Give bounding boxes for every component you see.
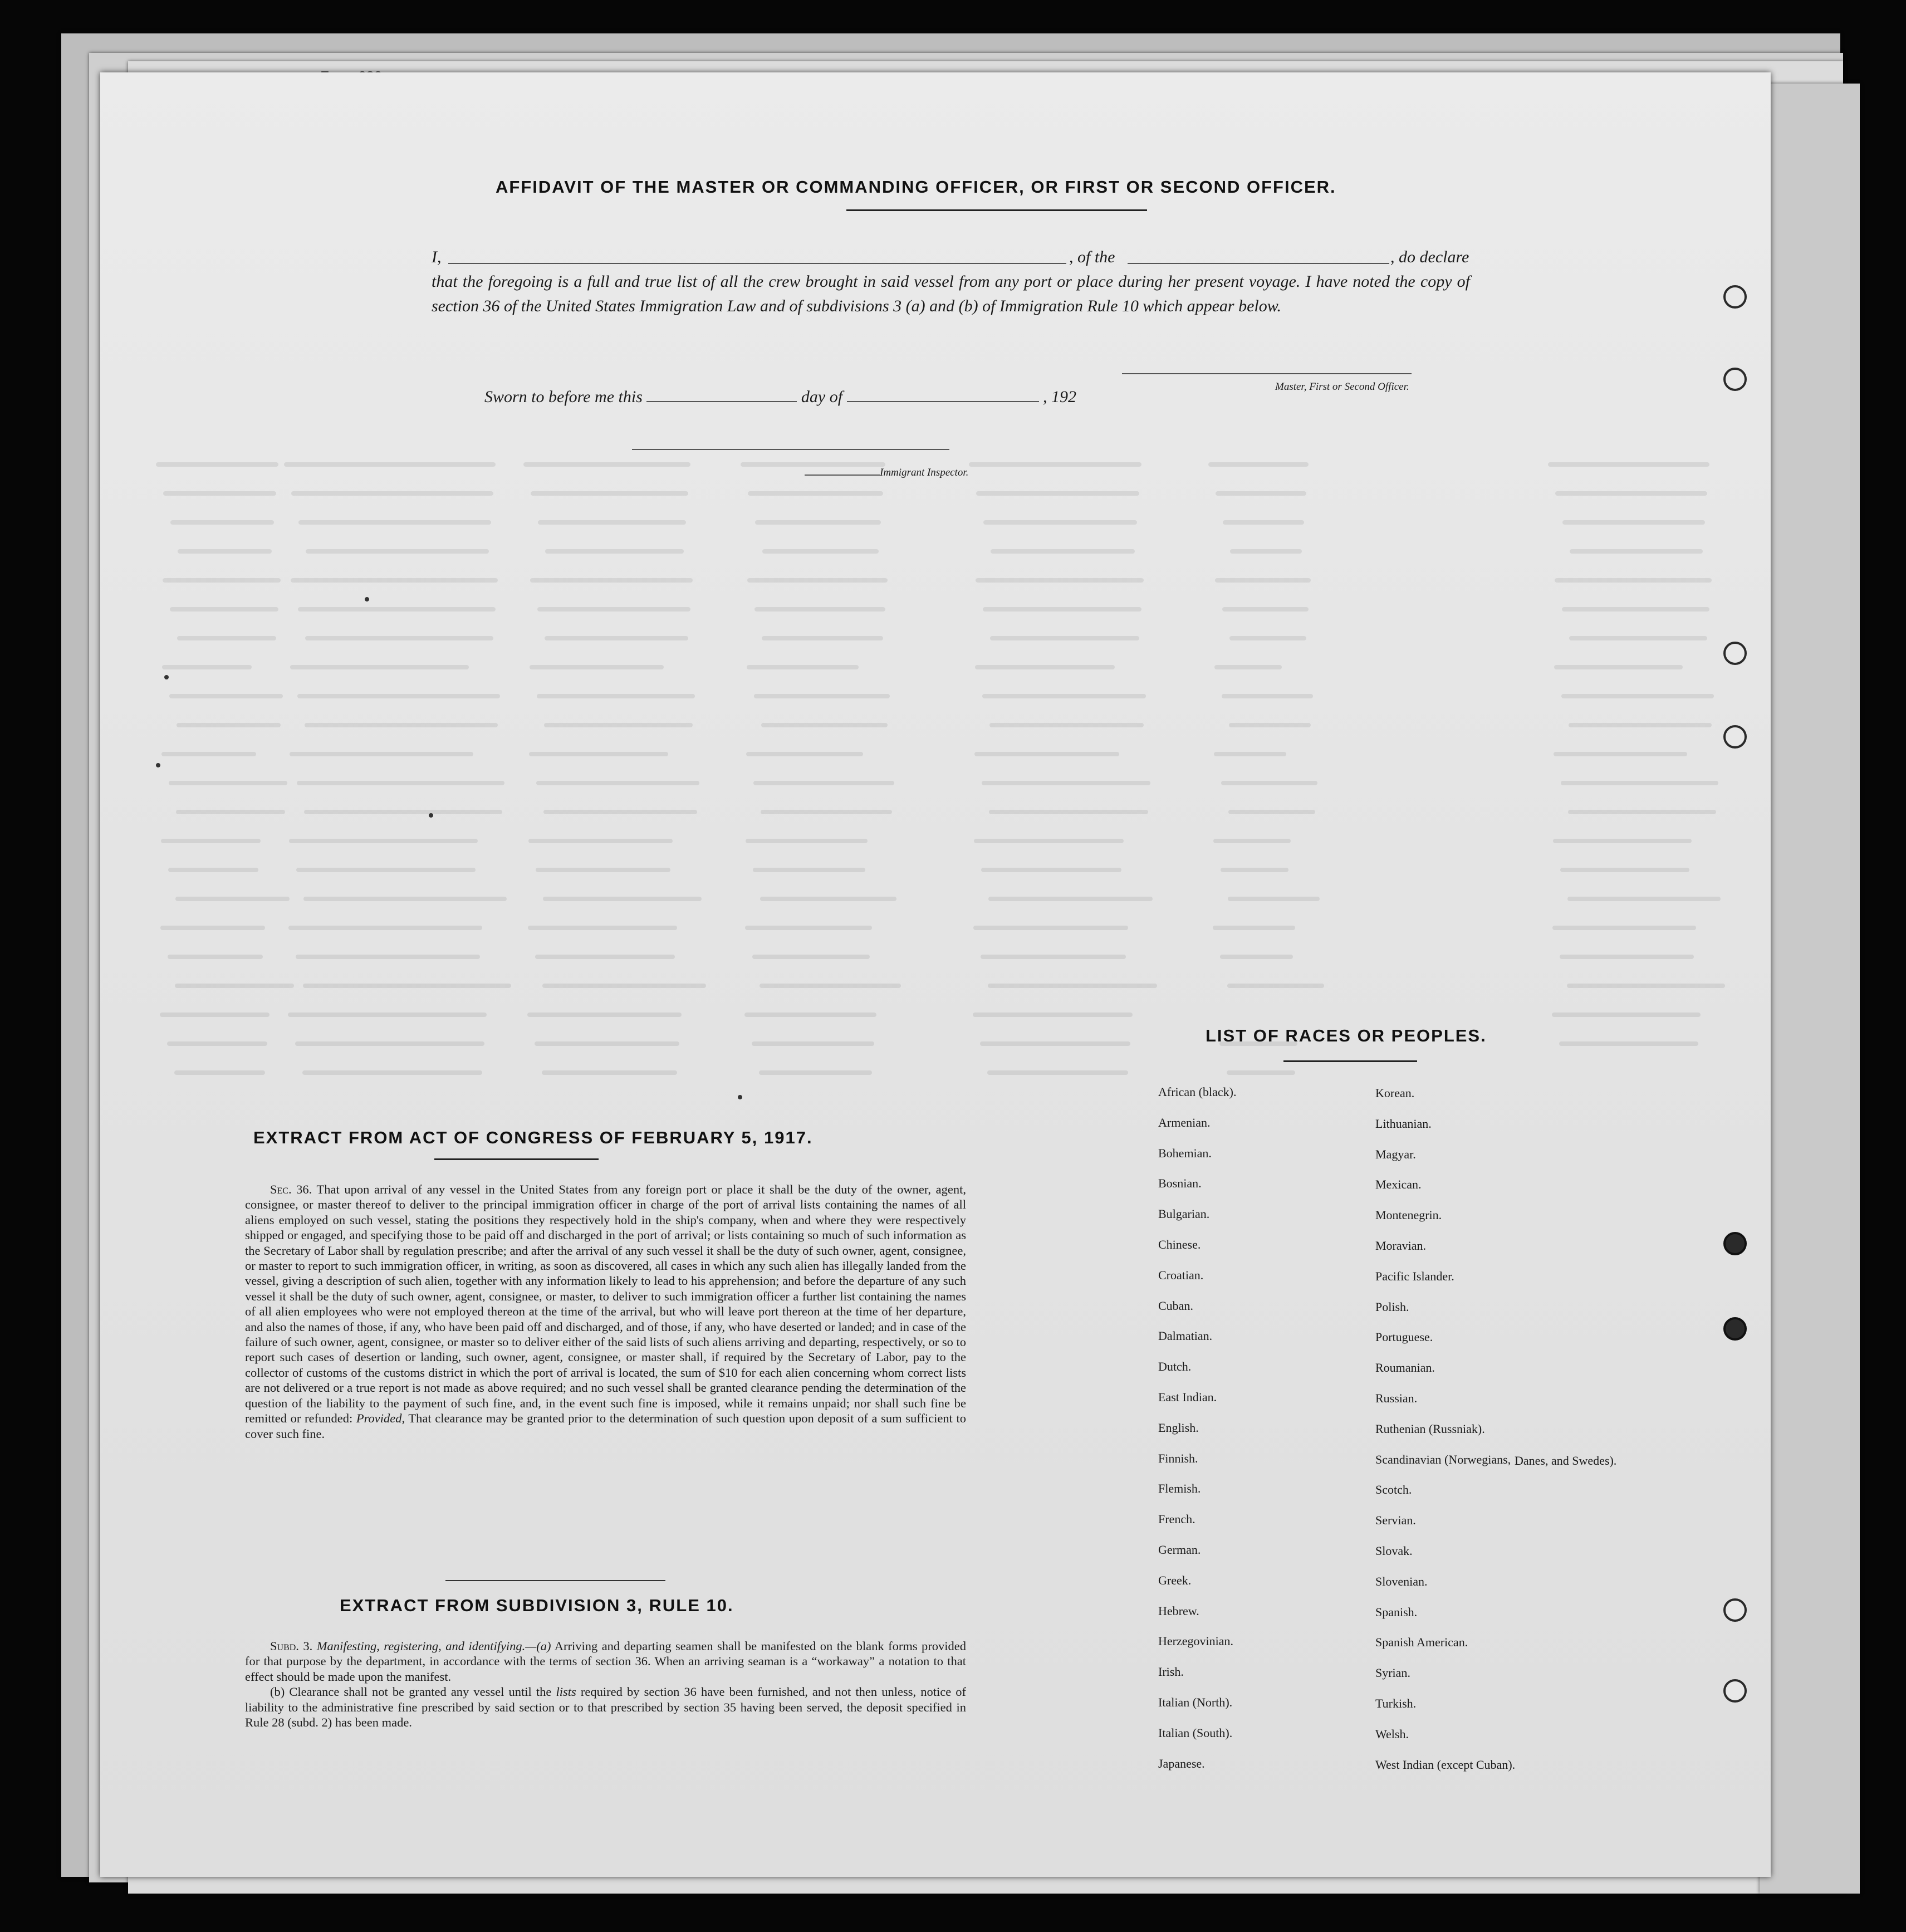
bleed-through-mark <box>745 926 872 930</box>
bleed-through-mark <box>542 984 706 988</box>
bleed-through-mark <box>544 723 693 727</box>
bleed-through-mark <box>174 1070 265 1075</box>
declarant-name-blank[interactable] <box>448 263 1066 264</box>
bleed-through-mark <box>1221 781 1317 785</box>
bleed-through-mark <box>1562 520 1705 525</box>
bleed-through-mark <box>289 839 478 843</box>
race-left-item: Irish. <box>1158 1665 1184 1679</box>
bleed-through-mark <box>1230 549 1302 554</box>
bleed-through-mark <box>990 636 1139 640</box>
bleed-through-mark <box>168 955 263 959</box>
bleed-through-mark <box>1223 520 1304 525</box>
bleed-through-mark <box>305 636 493 640</box>
bleed-through-mark <box>175 897 290 901</box>
bleed-through-mark <box>752 1041 874 1046</box>
race-right-item: Portuguese. <box>1375 1330 1433 1344</box>
bleed-through-mark <box>169 781 287 785</box>
bleed-through-mark <box>747 665 859 669</box>
bleed-through-mark <box>1213 839 1291 843</box>
proviso-label: Provided, <box>356 1411 405 1426</box>
bleed-through-mark <box>1228 810 1315 814</box>
underlying-sheet-edge <box>1760 84 1860 1894</box>
paragraph-b-label: (b) <box>270 1685 285 1699</box>
declaration-text: that the foregoing is a full and true list of all the crew brought in said vessel from any port or place during her present voyage. I have noted the copy of section 36 of the United States Immigration Law and of subdivisions 3 (a) and (b) of Immigration Rule 10 which appear below. <box>432 272 1470 315</box>
race-left-item: Dalmatian. <box>1158 1329 1213 1343</box>
bleed-through-mark <box>291 491 493 496</box>
bleed-through-mark <box>988 984 1157 988</box>
bleed-through-mark <box>288 926 482 930</box>
bleed-through-mark <box>170 520 274 525</box>
bleed-through-mark <box>1229 723 1311 727</box>
race-left-item: Finnish. <box>1158 1451 1198 1465</box>
race-left-item: Herzegovinian. <box>1158 1634 1233 1649</box>
bleed-through-mark <box>1548 462 1709 467</box>
bleed-through-mark <box>296 955 480 959</box>
affidavit-body <box>432 245 1470 319</box>
bleed-through-mark <box>1561 781 1718 785</box>
title-underline <box>846 209 1147 211</box>
bleed-through-mark <box>1227 984 1324 988</box>
race-left-item: African (black). <box>1158 1085 1237 1099</box>
bleed-through-mark <box>1215 578 1311 583</box>
section-label: Sec. 36. <box>270 1182 312 1196</box>
declarant-prefix: I, <box>432 248 442 266</box>
race-right-item: Slovak. <box>1375 1544 1413 1558</box>
race-left-item: French. <box>1158 1512 1195 1527</box>
bleed-through-mark <box>161 752 256 756</box>
race-right-item: Roumanian. <box>1375 1361 1435 1375</box>
race-left-item: Armenian. <box>1158 1115 1211 1129</box>
bleed-through-mark <box>1560 955 1694 959</box>
bleed-through-mark <box>1554 752 1687 756</box>
bleed-through-mark <box>1561 694 1714 698</box>
bleed-through-mark <box>530 578 693 583</box>
bleed-through-mark <box>1554 665 1683 669</box>
bleed-through-mark <box>1216 491 1306 496</box>
bleed-through-mark <box>523 462 690 467</box>
bleed-through-mark <box>981 868 1121 872</box>
binder-hole <box>1723 725 1747 749</box>
binder-hole <box>1723 1598 1747 1622</box>
paragraph-b-part1: Clearance shall not be granted any vessel until the <box>289 1685 552 1699</box>
proviso-text: That clearance may be granted prior to the determination of such question upon deposit of a sum sufficient to cover such fine. <box>245 1411 966 1441</box>
bleed-through-mark <box>1570 549 1703 554</box>
lists-word: lists <box>556 1685 576 1699</box>
bleed-through-mark <box>538 520 686 525</box>
bleed-through-mark <box>969 462 1141 467</box>
bleed-through-mark <box>760 984 901 988</box>
inspector-signature-tail <box>805 475 880 476</box>
race-right-item: Servian. <box>1375 1513 1416 1528</box>
bleed-through-mark <box>298 607 496 612</box>
bleed-through-mark <box>1568 810 1716 814</box>
bleed-through-mark <box>169 694 283 698</box>
races-list-title: LIST OF RACES OR PEOPLES. <box>1206 1026 1487 1045</box>
bleed-through-mark <box>989 810 1148 814</box>
race-right-item: West Indian (except Cuban). <box>1375 1757 1516 1772</box>
race-left-item: Italian (South). <box>1158 1725 1233 1740</box>
section-36-body: That upon arrival of any vessel in the United States from any foreign port or place it shall be the duty of the owner, agent, consignee, or master thereof to deliver to the principal immigration officer in charge of the port of arrival lists containing the names of all aliens employed on such vessel, stating the positions they respectively hold in the ship's company, when and where they were respectively shipped or engaged, and specifying those to be paid off and discharged in the port of arrival; or lists containing so much of such information as the Secretary of Labor shall by regulation prescribe; and after the arrival of any such vessel it shall be the duty of such owner, agent, consignee, or master to report to such immigration officer, in writing, as soon as discovered, all cases in which any such alien has illegally landed from the vessel, giving a description of such alien, together with any information likely to lead to his apprehension; and before the departure of any such vessel it shall be the duty of such owner, agent, consignee, or master, to deliver to such immigration officer a further list containing the names of all alien employees who were not employed thereon at the time of the arrival, but who will leave port thereon at the time of her departure, and also the names of those, if any, who have been paid off and discharged, and of those, if any, who have deserted or landed; and in case of the failure of such owner, agent, consignee, or master so to deliver either of the said lists of such aliens arriving and departing, respectively, or so to report such cases of desertion or landing, such owner, agent, consignee, or master shall, if required by the Secretary of Labor, pay to the collector of customs of the customs district in which the port of arrival is located, the sum of $10 for each alien concerning whom correct lists are not delivered or a true report is not made as above required; and no such vessel shall be granted clearance pending the determination of the question of the liability to the payment of such fine, and, in the event such fine is imposed, while it remains unpaid; nor shall such fine be remitted or refunded: <box>245 1182 966 1426</box>
race-right-item: Scandinavian (Norwegians, <box>1375 1452 1511 1466</box>
bleed-through-mark <box>746 752 863 756</box>
ink-speck <box>429 813 433 818</box>
bleed-through-mark <box>177 723 281 727</box>
bleed-through-mark <box>1214 752 1286 756</box>
bleed-through-mark <box>297 781 504 785</box>
bleed-through-mark <box>980 1041 1130 1046</box>
bleed-through-mark <box>761 810 892 814</box>
bleed-through-mark <box>752 955 870 959</box>
subdivision-heading: Manifesting, registering, and identifying.—(a) <box>316 1639 551 1653</box>
bleed-through-mark <box>296 868 476 872</box>
race-right-item: Scotch. <box>1375 1483 1412 1497</box>
bleed-through-mark <box>528 839 673 843</box>
declaration-line <box>432 245 1470 270</box>
bleed-through-mark <box>982 694 1146 698</box>
bleed-through-mark <box>1562 607 1709 612</box>
bleed-through-mark <box>545 636 688 640</box>
bleed-through-mark <box>543 897 702 901</box>
inspector-label: Immigrant Inspector. <box>880 467 969 478</box>
bleed-through-mark <box>1220 955 1293 959</box>
signature-blank[interactable] <box>1122 373 1412 374</box>
race-right-item: Moravian. <box>1375 1239 1427 1253</box>
act-extract-title: EXTRACT FROM ACT OF CONGRESS OF FEBRUARY 5, 1917. <box>253 1128 813 1147</box>
bleed-through-mark <box>1213 926 1295 930</box>
bleed-through-mark <box>528 926 677 930</box>
binder-hole <box>1723 1232 1747 1255</box>
bleed-through-mark <box>754 607 885 612</box>
bleed-through-mark <box>1552 1013 1701 1017</box>
bleed-through-mark <box>981 955 1126 959</box>
bleed-through-mark <box>762 549 879 554</box>
bleed-through-mark <box>991 549 1135 554</box>
race-right-item: Polish. <box>1375 1299 1409 1314</box>
bleed-through-mark <box>295 1041 484 1046</box>
bleed-through-mark <box>754 694 890 698</box>
bleed-through-mark <box>762 636 883 640</box>
bleed-through-mark <box>527 1013 682 1017</box>
year-prefix: , 192 <box>1043 388 1077 406</box>
do-declare-label: , do declare <box>1390 248 1469 266</box>
ink-speck <box>156 763 160 767</box>
bleed-through-mark <box>178 549 272 554</box>
bleed-through-mark <box>759 1070 872 1075</box>
bleed-through-mark <box>1559 1041 1698 1046</box>
bleed-through-mark <box>983 520 1137 525</box>
bleed-through-mark <box>168 868 258 872</box>
bleed-through-mark <box>748 491 883 496</box>
bleed-through-mark <box>176 810 285 814</box>
sworn-day-blank[interactable] <box>646 389 797 402</box>
bleed-through-mark <box>760 897 896 901</box>
bleed-through-mark <box>1567 984 1725 988</box>
bleed-through-mark <box>170 607 278 612</box>
race-right-item: Magyar. <box>1375 1147 1416 1161</box>
race-left-item: Hebrew. <box>1158 1603 1199 1618</box>
vessel-name-blank[interactable] <box>1128 263 1389 264</box>
bleed-through-mark <box>1222 607 1309 612</box>
race-left-item: Greek. <box>1158 1573 1192 1587</box>
race-right-item: Korean. <box>1375 1086 1415 1100</box>
bleed-through-mark <box>163 491 276 496</box>
races-title-underline <box>1283 1060 1417 1062</box>
rule-10-text <box>245 1638 966 1730</box>
bleed-through-mark <box>1555 491 1707 496</box>
bleed-through-mark <box>1221 868 1288 872</box>
bleed-through-mark <box>545 549 684 554</box>
bleed-through-mark <box>1228 897 1320 901</box>
day-of-label: day of <box>801 388 843 406</box>
bleed-through-mark <box>530 665 664 669</box>
sworn-line <box>484 388 1076 407</box>
bleed-through-mark <box>983 607 1141 612</box>
bleed-through-mark <box>167 1041 267 1046</box>
binder-hole <box>1723 642 1747 665</box>
paragraph-b-part2: required by section 36 have been furnished, and not then unless, notice of liability to the administrative fine prescribed by said section or to that prescribed by section 35 having been served, the deposit specified in Rule 28 (subd. 2) has been made. <box>245 1685 967 1730</box>
bleed-through-mark <box>1552 926 1696 930</box>
bleed-through-mark <box>302 1070 482 1075</box>
bleed-through-mark <box>161 839 261 843</box>
bleed-through-mark <box>1227 1070 1295 1075</box>
bleed-through-mark <box>976 491 1139 496</box>
race-left-item: German. <box>1158 1543 1201 1557</box>
race-left-item: Dutch. <box>1158 1359 1192 1374</box>
race-left-item: Bosnian. <box>1158 1176 1202 1191</box>
ink-speck <box>164 675 169 679</box>
bleed-through-mark <box>305 723 498 727</box>
race-left-item: Italian (North). <box>1158 1695 1233 1709</box>
race-left-item: Cuban. <box>1158 1298 1193 1313</box>
race-left-item: Flemish. <box>1158 1481 1201 1496</box>
bleed-through-mark <box>753 868 865 872</box>
bleed-through-mark <box>974 752 1119 756</box>
act-title-underline <box>434 1158 599 1160</box>
race-right-item: Spanish American. <box>1375 1635 1468 1650</box>
affidavit-title: AFFIDAVIT OF THE MASTER OR COMMANDING OFFICER, OR FIRST OR SECOND OFFICER. <box>496 177 1336 197</box>
bleed-through-mark <box>974 839 1124 843</box>
binder-hole <box>1723 1317 1747 1341</box>
bleed-through-mark <box>982 781 1150 785</box>
bleed-through-mark <box>536 868 670 872</box>
race-left-item: Japanese. <box>1158 1756 1205 1770</box>
race-left-item: Croatian. <box>1158 1268 1204 1282</box>
bleed-through-mark <box>1214 665 1282 669</box>
bleed-through-mark <box>753 781 894 785</box>
section-36-text <box>245 1182 966 1441</box>
bleed-through-mark <box>1222 694 1313 698</box>
sworn-prefix: Sworn to before me this <box>484 388 643 406</box>
bleed-through-mark <box>297 694 500 698</box>
bleed-through-mark <box>1567 897 1721 901</box>
bleed-through-mark <box>303 897 507 901</box>
race-continuation: Danes, and Swedes). <box>1515 1454 1617 1468</box>
document-page <box>100 72 1771 1877</box>
bleed-through-mark <box>1569 636 1707 640</box>
bleed-through-mark <box>535 955 675 959</box>
bleed-through-mark <box>177 636 276 640</box>
ink-speck <box>365 597 369 601</box>
rule-extract-title: EXTRACT FROM SUBDIVISION 3, RULE 10. <box>340 1596 734 1615</box>
race-right-item: Turkish. <box>1375 1696 1417 1710</box>
race-left-item: East Indian. <box>1158 1390 1217 1404</box>
bleed-through-mark <box>304 810 502 814</box>
binder-hole <box>1723 285 1747 309</box>
inspector-signature-blank[interactable] <box>632 449 949 450</box>
bleed-through-mark <box>175 984 294 988</box>
bleed-through-mark <box>284 462 496 467</box>
bleed-through-mark <box>1553 839 1692 843</box>
bleed-through-mark <box>1569 723 1712 727</box>
race-left-item: Bulgarian. <box>1158 1207 1210 1221</box>
race-left-item: Chinese. <box>1158 1238 1201 1251</box>
bleed-through-mark <box>160 1013 270 1017</box>
bleed-through-mark <box>536 781 699 785</box>
bleed-through-mark <box>976 578 1144 583</box>
bleed-through-mark <box>973 1013 1133 1017</box>
bleed-through-mark <box>973 926 1128 930</box>
ink-speck <box>738 1095 742 1099</box>
bleed-through-mark <box>1229 636 1306 640</box>
bleed-through-mark <box>306 549 489 554</box>
bleed-through-mark <box>290 752 473 756</box>
bleed-through-mark <box>529 752 668 756</box>
race-right-item: Pacific Islander. <box>1375 1269 1454 1283</box>
bleed-through-mark <box>531 491 688 496</box>
race-right-item: Ruthenian (Russniak). <box>1375 1421 1485 1436</box>
bleed-through-mark <box>537 694 695 698</box>
of-the-label: , of the <box>1069 248 1115 266</box>
bleed-through-mark <box>747 578 888 583</box>
bleed-through-mark <box>744 1013 876 1017</box>
sworn-month-blank[interactable] <box>847 389 1039 402</box>
bleed-through-mark <box>535 1041 679 1046</box>
bleed-through-mark <box>156 462 278 467</box>
race-right-item: Montenegrin. <box>1375 1208 1442 1222</box>
binder-hole <box>1723 1679 1747 1703</box>
race-right-item: Mexican. <box>1375 1177 1422 1192</box>
bleed-through-mark <box>741 462 885 467</box>
bleed-through-mark <box>988 897 1153 901</box>
race-right-item: Welsh. <box>1375 1726 1409 1741</box>
paragraph-a: Arriving and departing seamen shall be manifested on the blank forms provided for that purpose by the department, in accordance with the terms of section 36. When an arriving seaman is a “workaway” a notation to that effect should be made upon the manifest. <box>245 1639 967 1684</box>
bleed-through-mark <box>755 520 881 525</box>
bleed-through-mark <box>291 578 498 583</box>
bleed-through-mark <box>987 1070 1128 1075</box>
race-right-item: Slovenian. <box>1375 1574 1428 1588</box>
bleed-through-mark <box>975 665 1115 669</box>
bleed-through-mark <box>1555 578 1712 583</box>
bleed-through-mark <box>543 810 697 814</box>
bleed-through-mark <box>290 665 469 669</box>
bleed-through-mark <box>1560 868 1689 872</box>
bleed-through-mark <box>288 1013 487 1017</box>
bleed-through-mark <box>746 839 868 843</box>
bleed-through-mark <box>163 578 281 583</box>
race-right-item: Syrian. <box>1375 1666 1410 1680</box>
race-left-item: Bohemian. <box>1158 1146 1212 1160</box>
race-left-item: English. <box>1158 1420 1199 1435</box>
bleed-through-mark <box>761 723 888 727</box>
signature-label: Master, First or Second Officer. <box>1275 381 1409 393</box>
section-divider <box>445 1580 665 1581</box>
bleed-through-mark <box>303 984 511 988</box>
bleed-through-mark <box>537 607 690 612</box>
bleed-through-mark <box>1208 462 1309 467</box>
race-right-item: Russian. <box>1375 1391 1418 1405</box>
bleed-through-mark <box>162 665 252 669</box>
binder-hole <box>1723 368 1747 391</box>
bleed-through-mark <box>542 1070 677 1075</box>
subdivision-label: Subd. 3. <box>270 1639 313 1653</box>
race-right-item: Spanish. <box>1375 1605 1418 1619</box>
bleed-through-mark <box>298 520 491 525</box>
race-right-item: Lithuanian. <box>1375 1116 1432 1131</box>
bleed-through-mark <box>989 723 1144 727</box>
bleed-through-mark <box>160 926 265 930</box>
